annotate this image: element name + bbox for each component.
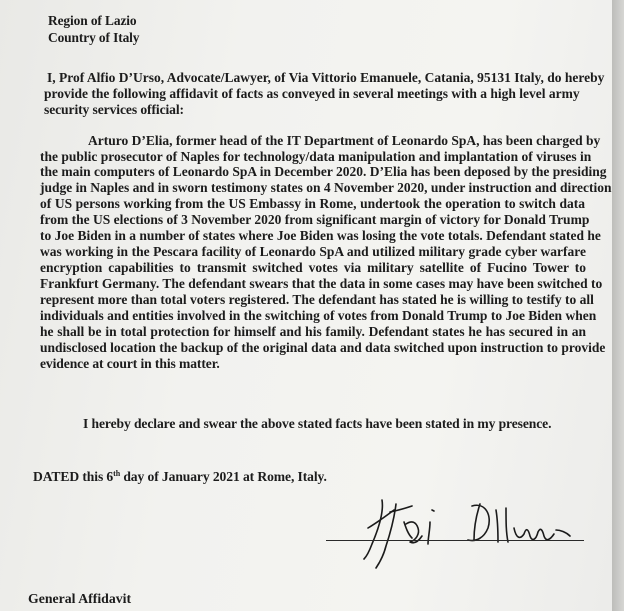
dated-suffix: day of January 2021 at Rome, Italy. bbox=[120, 469, 327, 484]
dated-ordinal: th bbox=[113, 469, 121, 478]
body-line-1: Arturo D’Elia, former head of the IT Department of Leonardo SpA, has been charged by bbox=[88, 133, 601, 148]
intro-line-1: I, Prof Alfio D’Urso, Advocate/Lawyer, of Via Vittorio Emanuele, Catania, 95131 Italy, do hereby bbox=[47, 70, 605, 85]
body-line-4: judge in Naples and in sworn testimony states on 4 November 2020, under instruction and direction bbox=[40, 180, 612, 195]
body-line-7: to Joe Biden in a number of states where Joe Biden was losing the vote totals. Defendant stated he bbox=[40, 228, 601, 243]
body-line-15: evidence at court in this matter. bbox=[40, 356, 220, 371]
page-edge-shadow bbox=[612, 0, 624, 611]
body-line-10: Frankfurt Germany. The defendant swears that the data in some cases may have been switched to bbox=[40, 276, 603, 291]
intro-line-3: security services official: bbox=[44, 102, 184, 117]
body-line-12: individuals and entities involved in the switching of votes from Donald Trump to Joe Biden when bbox=[40, 308, 597, 323]
body-line-6: from the US elections of 3 November 2020 from significant margin of victory for Donald Trump bbox=[40, 212, 590, 227]
footer-label: General Affidavit bbox=[28, 591, 132, 606]
intro-line-2: provide the following affidavit of facts as conveyed in several meetings with a high level army bbox=[44, 86, 580, 101]
body-line-9: encryption capabilities to transmit switched votes via military satellite of Fucino Tower to bbox=[40, 260, 586, 275]
handwritten-signature bbox=[360, 482, 590, 572]
dated-prefix: DATED this 6 bbox=[33, 469, 114, 484]
body-line-3: the main computers of Leonardo SpA in December 2020. D’Elia has been deposed by the presiding bbox=[40, 164, 607, 179]
body-line-11: represent more than total voters registered. The defendant has stated he is willing to testify to all bbox=[40, 292, 594, 307]
body-line-5: of US persons working from the US Embassy in Rome, undertook the operation to switch data bbox=[40, 196, 585, 211]
body-line-8: was working in the Pescara facility of Leonardo SpA and utilized military grade cyber warfare bbox=[40, 244, 586, 259]
region-heading: Region of Lazio bbox=[48, 13, 137, 28]
body-line-13: he shall be in total protection for himself and his family. Defendant states he has secured in an bbox=[40, 324, 586, 339]
body-line-2: the public prosecutor of Naples for technology/data manipulation and implantation of viruses in bbox=[40, 149, 592, 164]
signature-line bbox=[326, 540, 584, 541]
dated-line bbox=[33, 466, 327, 485]
declaration-line: I hereby declare and swear the above stated facts have been stated in my presence. bbox=[83, 416, 552, 431]
body-line-14: undisclosed location the backup of the original data and data switched upon instruction to provide bbox=[40, 340, 606, 355]
country-heading: Country of Italy bbox=[48, 30, 140, 45]
